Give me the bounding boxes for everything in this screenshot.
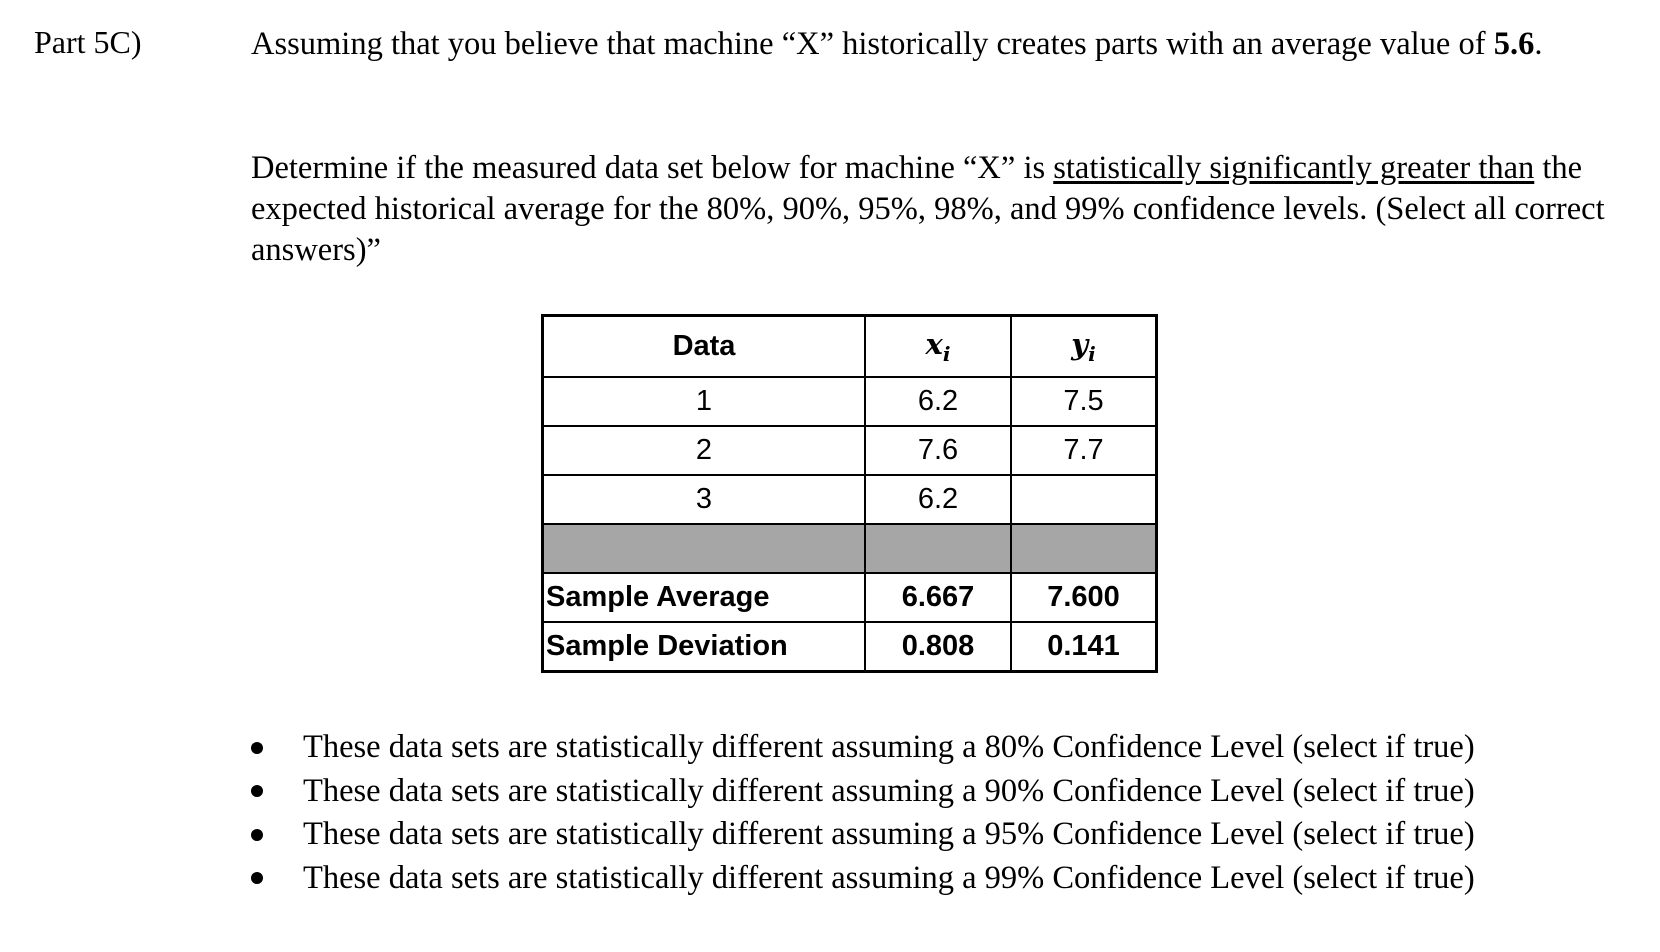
question-underlined: statistically significantly greater than (1053, 150, 1535, 186)
cell-x: 6.2 (865, 377, 1011, 426)
intro-value: 5.6 (1493, 26, 1535, 62)
table-separator-row (543, 524, 1157, 573)
option-label: These data sets are statistically different assuming a 90% Confidence Level (select if true) (303, 772, 1475, 809)
header-data: Data (543, 316, 866, 378)
intro-end: . (1534, 26, 1543, 62)
bullet-icon (251, 742, 263, 754)
question-post: the expected historical average for the 80%, 90%, 95%, 98%, and 99% confidence levels. (Select all correct answers)” (251, 150, 1605, 268)
table-stat-row (543, 573, 1157, 622)
option-label: These data sets are statistically different assuming a 80% Confidence Level (select if true) (303, 729, 1475, 765)
intro-paragraph (251, 24, 1651, 65)
table-row (543, 426, 1157, 475)
question-paragraph (251, 148, 1651, 271)
table-header-row (543, 316, 1157, 378)
intro-text: Assuming that you believe that machine “X” historically creates parts with an average value of (251, 26, 1486, 62)
table-row (543, 377, 1157, 426)
cell-data: 2 (543, 426, 866, 475)
option-95[interactable] (251, 813, 1475, 857)
cell-data: 3 (543, 475, 866, 524)
option-90[interactable] (251, 770, 1475, 814)
part-label: Part 5C) (34, 24, 142, 60)
answer-options (251, 726, 1475, 900)
cell-y (1011, 475, 1157, 524)
cell-y: 7.5 (1011, 377, 1157, 426)
cell-data: 1 (543, 377, 866, 426)
option-label: These data sets are statistically different assuming a 95% Confidence Level (select if true) (303, 816, 1475, 852)
stat-label: Sample Average (543, 573, 866, 622)
header-y: $y_i$ (1011, 316, 1157, 378)
option-99[interactable] (251, 857, 1475, 901)
table-stat-row (543, 622, 1157, 672)
cell-x: 7.6 (865, 426, 1011, 475)
stat-y: 0.141 (1011, 622, 1157, 672)
stat-label: Sample Deviation (543, 622, 866, 672)
stat-x: 6.667 (865, 573, 1011, 622)
bullet-icon (251, 829, 263, 841)
cell-y: 7.7 (1011, 426, 1157, 475)
option-80[interactable] (251, 726, 1475, 770)
stat-y: 7.600 (1011, 573, 1157, 622)
option-label: These data sets are statistically different assuming a 99% Confidence Level (select if true) (303, 859, 1475, 896)
data-table (541, 314, 1158, 673)
header-x: $x_i$ (865, 316, 1011, 378)
bullet-icon (251, 872, 263, 884)
stat-x: 0.808 (865, 622, 1011, 672)
question-pre: Determine if the measured data set below for machine “X” is (251, 150, 1046, 186)
cell-x: 6.2 (865, 475, 1011, 524)
table-row (543, 475, 1157, 524)
bullet-icon (251, 785, 263, 797)
